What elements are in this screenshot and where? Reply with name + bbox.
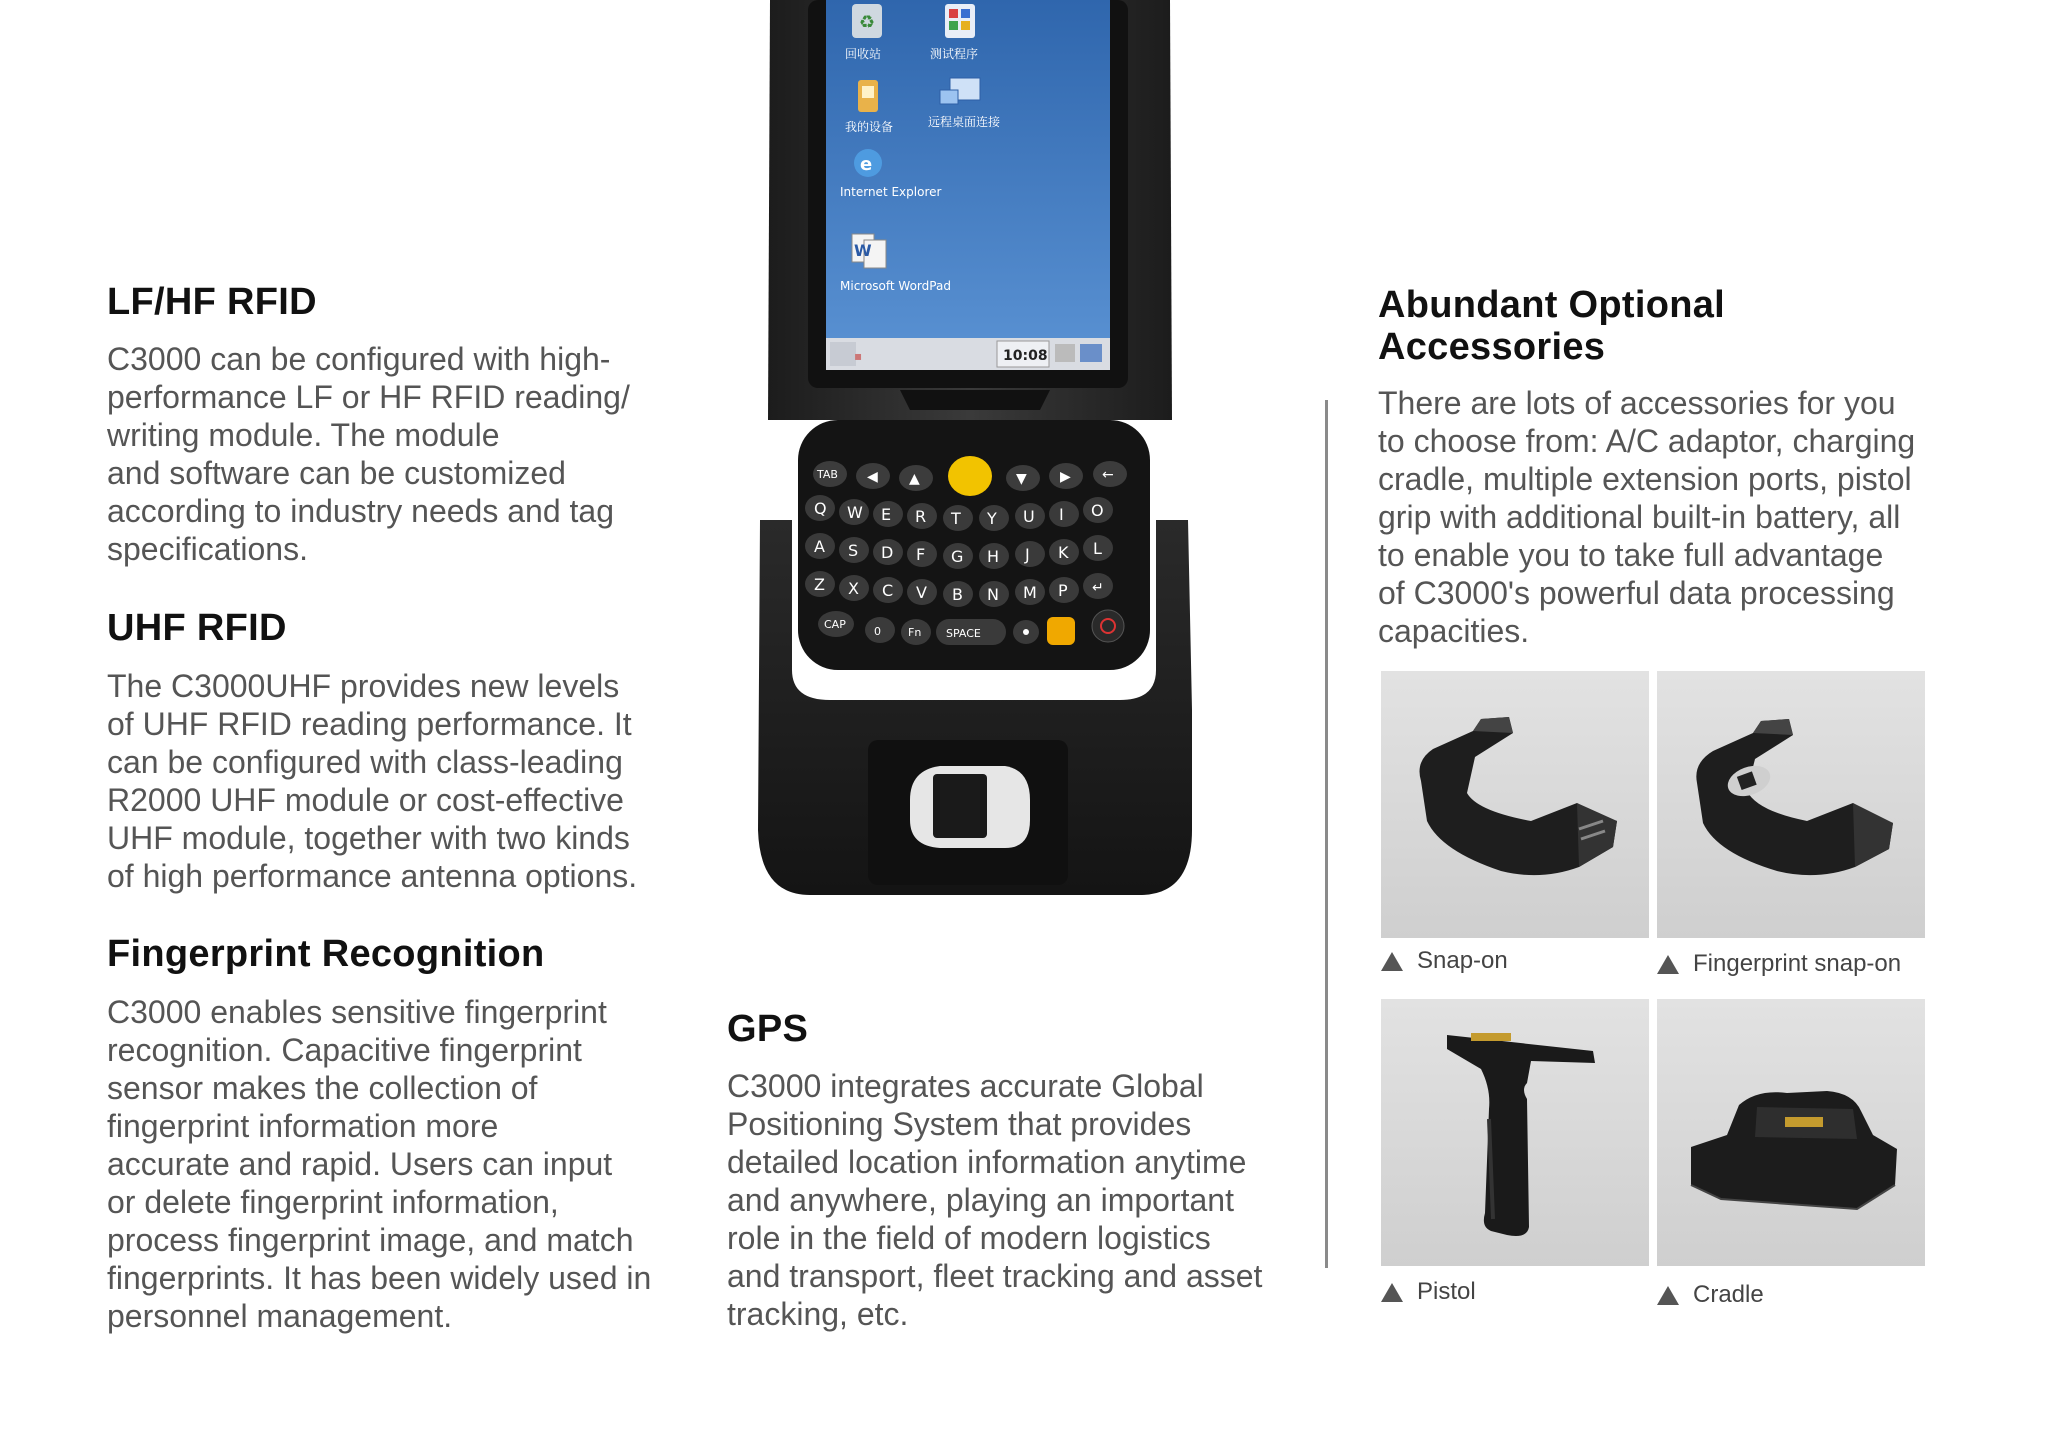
accessories-heading: Abundant Optional Accessories (1378, 284, 1726, 368)
gps-body: C3000 integrates accurate Global Positioning System that provides detailed location information anytime and anywhere, playing an important role in the field of modern logistics and transport, fleet tracking and asset tracking, etc. (727, 1068, 1263, 1332)
svg-text:R: R (915, 507, 927, 526)
test-program-icon (945, 4, 975, 38)
pistol-caption: Pistol (1381, 1278, 1476, 1306)
svg-text:S: S (848, 541, 859, 560)
svg-text:▶: ▶ (1060, 469, 1071, 485)
cradle-image (1657, 999, 1925, 1266)
desktop-icon-label: 我的设备 (845, 120, 894, 134)
desktop-icon-label: Internet Explorer (840, 185, 942, 199)
gps-heading: GPS (727, 1008, 809, 1050)
svg-text:A: A (814, 537, 825, 556)
svg-text:D: D (881, 543, 894, 562)
triangle-bullet-icon (1381, 952, 1403, 971)
internet-explorer-icon (854, 149, 882, 177)
fn-key: Fn (908, 626, 922, 639)
svg-text:W: W (847, 503, 863, 522)
svg-text:B: B (952, 585, 963, 604)
svg-text:H: H (987, 547, 1000, 566)
triangle-bullet-icon (1381, 1283, 1403, 1302)
svg-text:I: I (1059, 505, 1064, 524)
svg-text:←: ← (1102, 467, 1114, 483)
svg-text:▼: ▼ (1016, 471, 1027, 487)
svg-text:L: L (1093, 539, 1102, 558)
desktop-icon-label: Microsoft WordPad (840, 279, 951, 293)
svg-text:0: 0 (874, 625, 881, 638)
svg-text:◀: ◀ (867, 469, 878, 485)
svg-text:↵: ↵ (1092, 580, 1104, 596)
orange-key (1047, 617, 1075, 645)
handheld-device-image (740, 0, 1210, 895)
fingerprint-heading: Fingerprint Recognition (107, 933, 545, 975)
svg-text:U: U (1023, 507, 1035, 526)
desktop-icon-label: 测试程序 (930, 47, 979, 61)
svg-text:W: W (854, 241, 872, 260)
triangle-bullet-icon (1657, 955, 1679, 974)
lfhf-rfid-body: C3000 can be configured with high- performance LF or HF RFID reading/ writing module. The module and software can be customized according to industry needs and tag specifications. (107, 341, 630, 567)
uhf-rfid-heading: UHF RFID (107, 607, 287, 649)
accessories-body: There are lots of accessories for you to choose from: A/C adaptor, charging cradle, multiple extension ports, pistol grip with additional built-in battery, all to enable you to take full advantage of C3000's powerful data processing capacities. (1378, 385, 1916, 649)
cradle-caption: Cradle (1657, 1281, 1764, 1309)
svg-text:F: F (916, 545, 926, 564)
fingerprint-body: C3000 enables sensitive fingerprint recognition. Capacitive fingerprint sensor makes the collection of fingerprint information more accurate and rapid. Users can input or delete fingerprint information, process fingerprint image, and match fingerprints. It has been widely used in personnel management. (107, 994, 652, 1334)
svg-text:J: J (1025, 545, 1030, 564)
desktop-icon-label: 回收站 (845, 47, 882, 61)
scan-key (948, 456, 992, 496)
svg-text:O: O (1091, 501, 1104, 520)
svg-text:K: K (1058, 543, 1069, 562)
svg-text:Z: Z (814, 575, 825, 594)
triangle-bullet-icon (1657, 1286, 1679, 1305)
svg-text:M: M (1023, 583, 1037, 602)
svg-text:G: G (951, 547, 964, 566)
space-key: SPACE (946, 627, 981, 640)
qwerty-keypad (805, 495, 1113, 607)
svg-text:N: N (987, 585, 999, 604)
column-divider (1325, 400, 1328, 1268)
tab-key: TAB (817, 468, 838, 481)
cap-key: CAP (824, 618, 846, 631)
svg-text:V: V (916, 583, 927, 602)
pistol-grip-image (1381, 999, 1649, 1266)
fingerprint-snap-on-caption: Fingerprint snap-on (1657, 950, 1901, 978)
svg-text:E: E (881, 505, 892, 524)
lfhf-rfid-heading: LF/HF RFID (107, 281, 317, 323)
fingerprint-snap-on-image (1657, 671, 1925, 938)
uhf-rfid-body: The C3000UHF provides new levels of UHF RFID reading performance. It can be configured with class-leading R2000 UHF module or cost-effective UHF module, together with two kinds of high performance antenna options. (107, 668, 638, 894)
snap-on-image (1381, 671, 1649, 938)
svg-text:♻: ♻ (859, 12, 876, 33)
taskbar-clock: 10:08 (1003, 348, 1048, 364)
svg-text:C: C (882, 581, 894, 600)
svg-text:e: e (860, 154, 873, 175)
svg-text:X: X (848, 579, 859, 598)
snap-on-caption: Snap-on (1381, 947, 1508, 975)
svg-text:Y: Y (987, 509, 997, 528)
svg-text:T: T (951, 509, 961, 528)
svg-text:P: P (1058, 581, 1068, 600)
my-device-icon (858, 80, 878, 112)
svg-text:▲: ▲ (909, 471, 920, 487)
svg-text:Q: Q (814, 499, 827, 518)
recycle-bin-icon (852, 4, 882, 38)
svg-text:▪: ▪ (854, 349, 863, 363)
desktop-icon-label: 远程桌面连接 (928, 115, 1001, 129)
